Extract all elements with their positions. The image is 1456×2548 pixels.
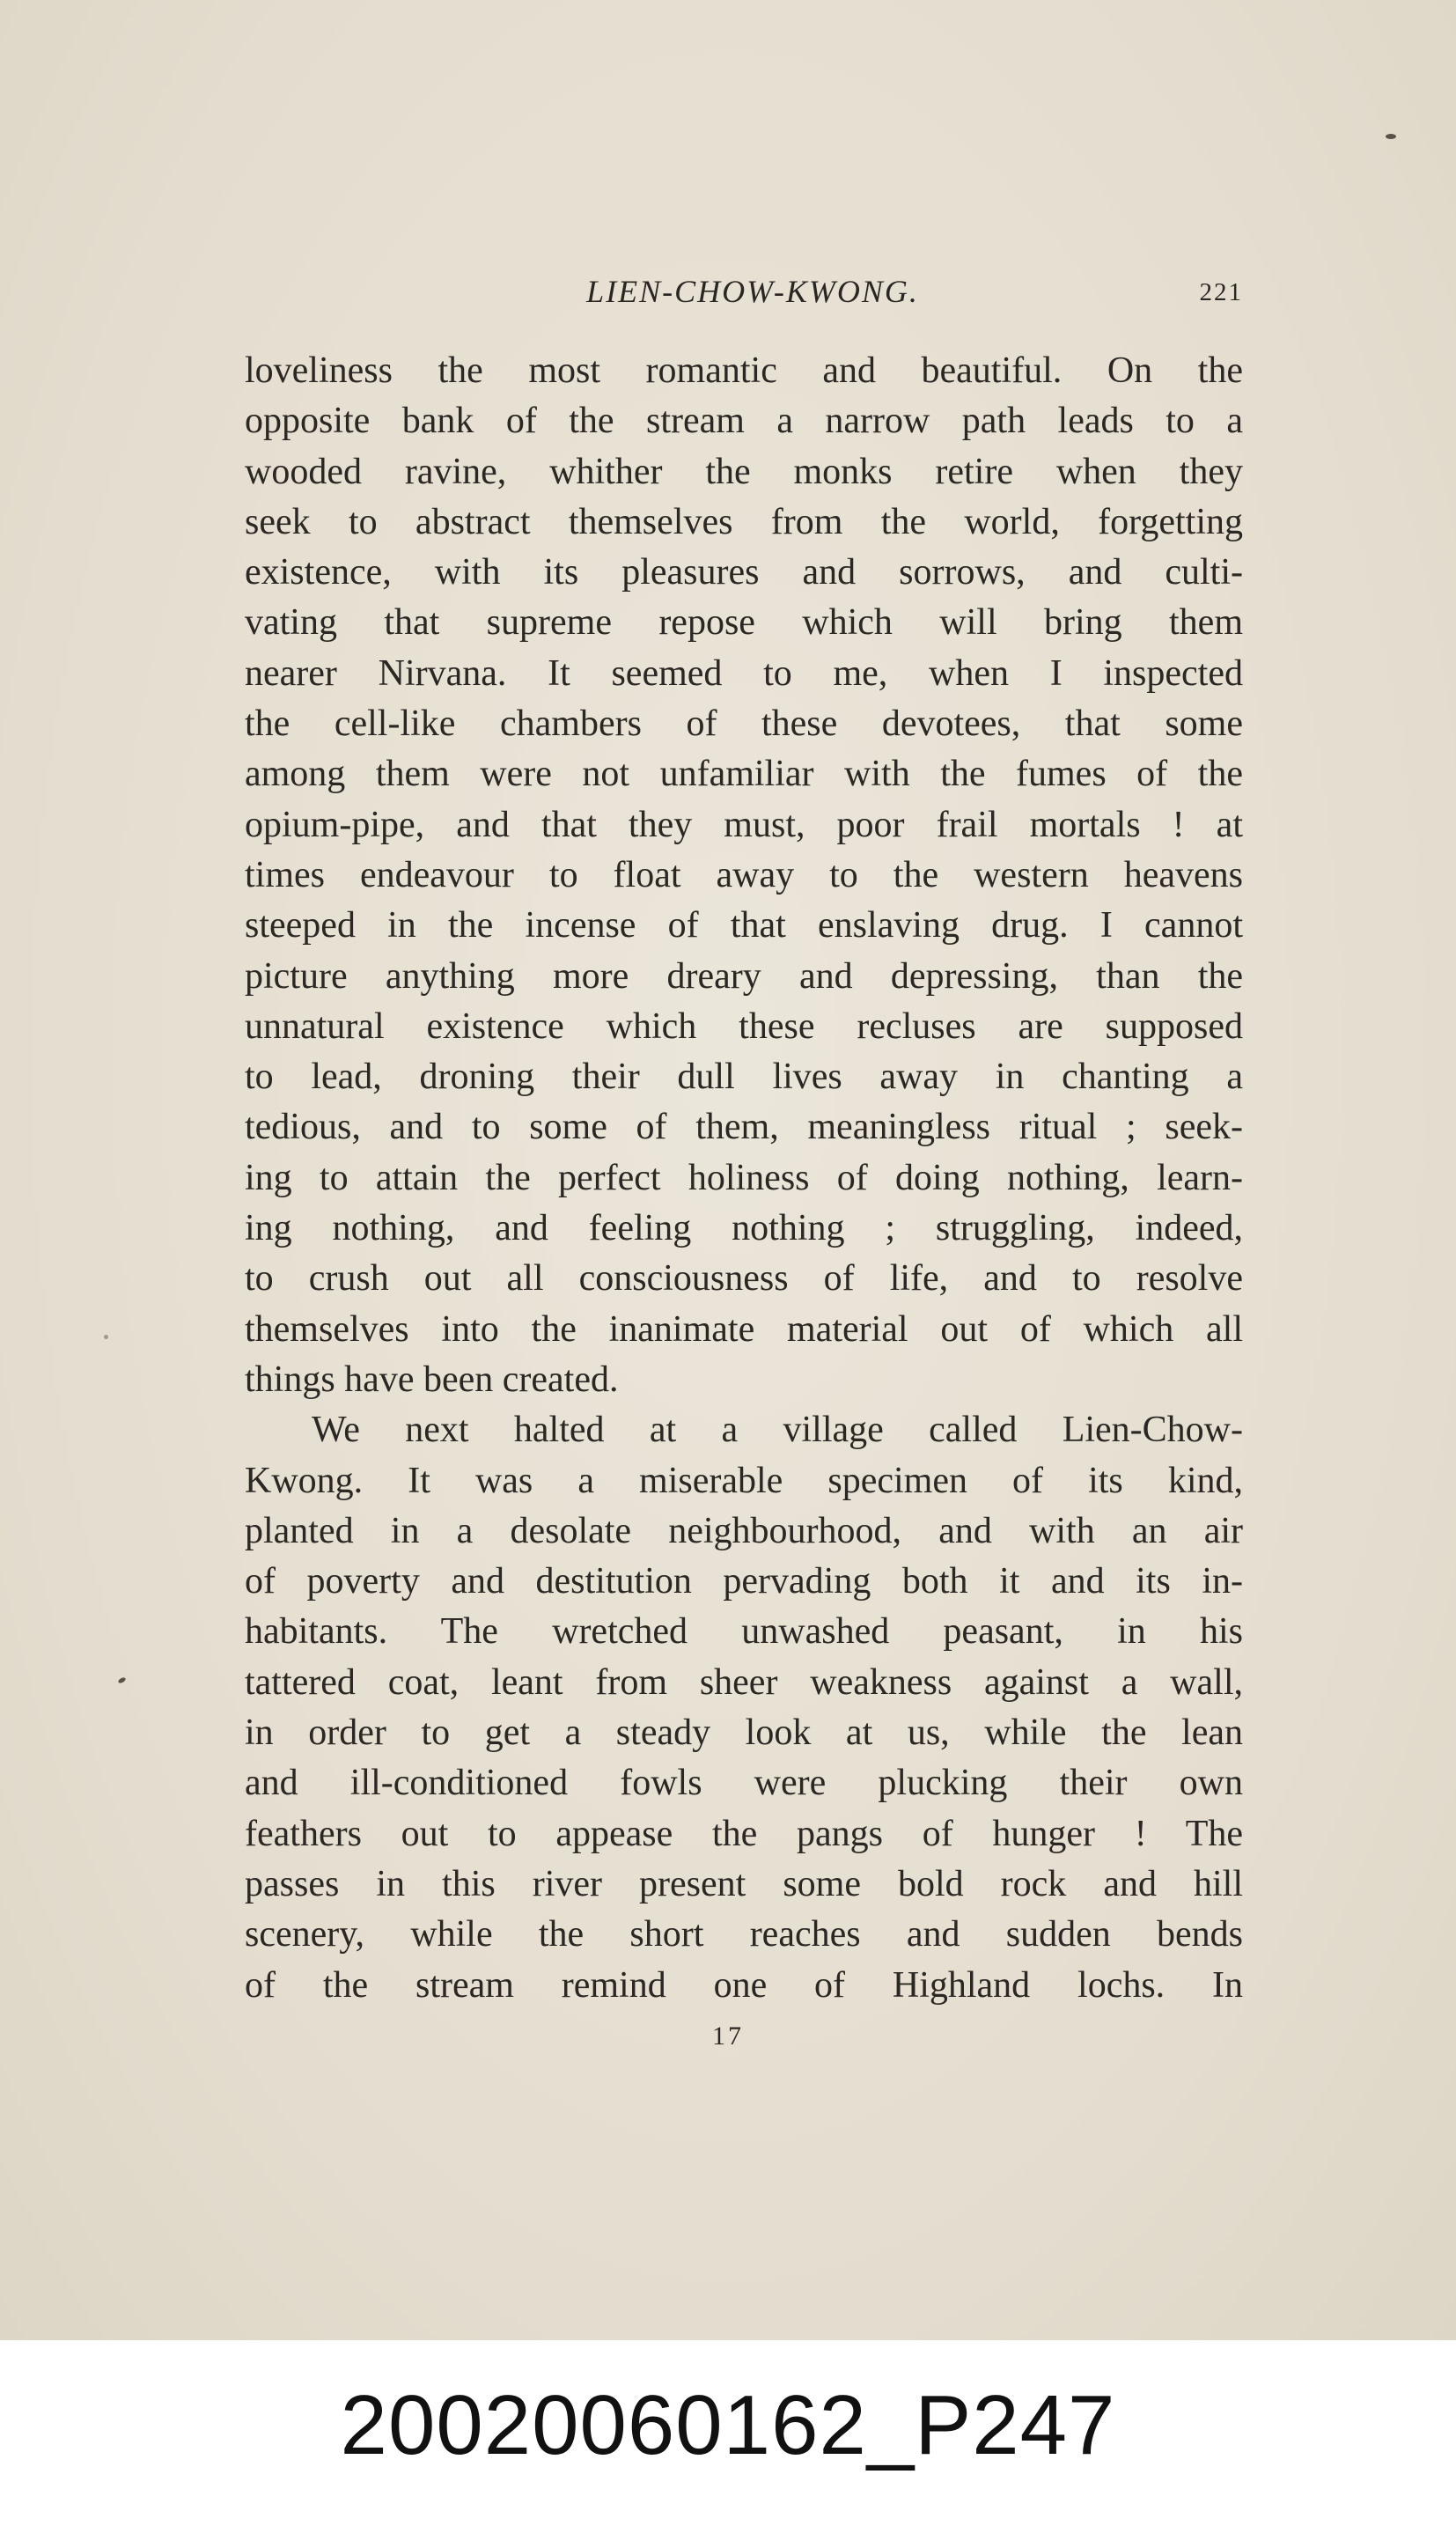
text-line: ing nothing, and feeling nothing ; struggling, indeed, <box>245 1208 1243 1249</box>
text-line: habitants. The wretched unwashed peasant, in his <box>245 1611 1243 1653</box>
signature-mark: 17 <box>712 2021 744 2051</box>
text-line: in order to get a steady look at us, while the lean <box>245 1712 1243 1754</box>
text-line: themselves into the inanimate material out of which all <box>245 1308 1243 1350</box>
text-line: loveliness the most romantic and beautiful. On the <box>245 350 1243 391</box>
text-line: picture anything more dreary and depressing, than the <box>245 955 1243 997</box>
paper-speck <box>104 1335 108 1339</box>
text-line: Kwong. It was a miserable specimen of its kind, <box>245 1460 1243 1501</box>
text-line: ing to attain the perfect holiness of doing nothing, learn- <box>245 1157 1243 1198</box>
running-title: LIEN-CHOW-KWONG. <box>586 274 919 309</box>
text-line: among them were not unfamiliar with the fumes of the <box>245 754 1243 795</box>
text-line: wooded ravine, whither the monks retire when they <box>245 451 1243 492</box>
text-line: opium-pipe, and that they must, poor frail mortals ! at <box>245 804 1243 845</box>
text-line: vating that supreme repose which will bring them <box>245 602 1243 644</box>
text-line: tattered coat, leant from sheer weakness against a wall, <box>245 1661 1243 1703</box>
text-line: and ill-conditioned fowls were plucking their own <box>245 1763 1243 1804</box>
text-line: of poverty and destitution pervading both it and its in- <box>245 1561 1243 1602</box>
text-line: unnatural existence which these recluses are supposed <box>245 1005 1243 1047</box>
text-line: existence, with its pleasures and sorrows, and culti- <box>245 552 1243 593</box>
text-line: things have been created. <box>245 1359 619 1400</box>
page-number: 221 <box>1199 278 1243 306</box>
text-line: nearer Nirvana. It seemed to me, when I inspected <box>245 652 1243 694</box>
text-line: seek to abstract themselves from the world, forgetting <box>245 501 1243 542</box>
text-line: of the stream remind one of Highland lochs. In <box>245 1964 1243 2006</box>
paper-speck <box>1386 134 1396 139</box>
text-line: opposite bank of the stream a narrow path leads to a <box>245 401 1243 442</box>
body-text <box>245 346 1243 2011</box>
text-line: tedious, and to some of them, meaningless ritual ; seek- <box>245 1107 1243 1148</box>
text-line: feathers out to appease the pangs of hunger ! The <box>245 1813 1243 1854</box>
text-line: passes in this river present some bold rock and hill <box>245 1863 1243 1904</box>
text-line: planted in a desolate neighbourhood, and with an air <box>245 1510 1243 1551</box>
text-line: scenery, while the short reaches and sudden bends <box>245 1914 1243 1955</box>
text-line: to lead, droning their dull lives away in chanting a <box>245 1057 1243 1098</box>
text-line: times endeavour to float away to the western heavens <box>245 854 1243 895</box>
paragraph <box>245 1405 1243 2011</box>
paragraph <box>245 346 1243 1405</box>
text-line: to crush out all consciousness of life, and to resolve <box>245 1258 1243 1300</box>
paper-speck <box>117 1676 126 1684</box>
text-line: the cell-like chambers of these devotees, that some <box>245 703 1243 745</box>
image-caption: 20020060162_P247 <box>340 2378 1116 2472</box>
text-line: steeped in the incense of that enslaving drug. I cannot <box>245 905 1243 946</box>
running-head <box>245 273 1243 312</box>
text-line: We next halted at a village called Lien-Chow- <box>312 1410 1243 1451</box>
